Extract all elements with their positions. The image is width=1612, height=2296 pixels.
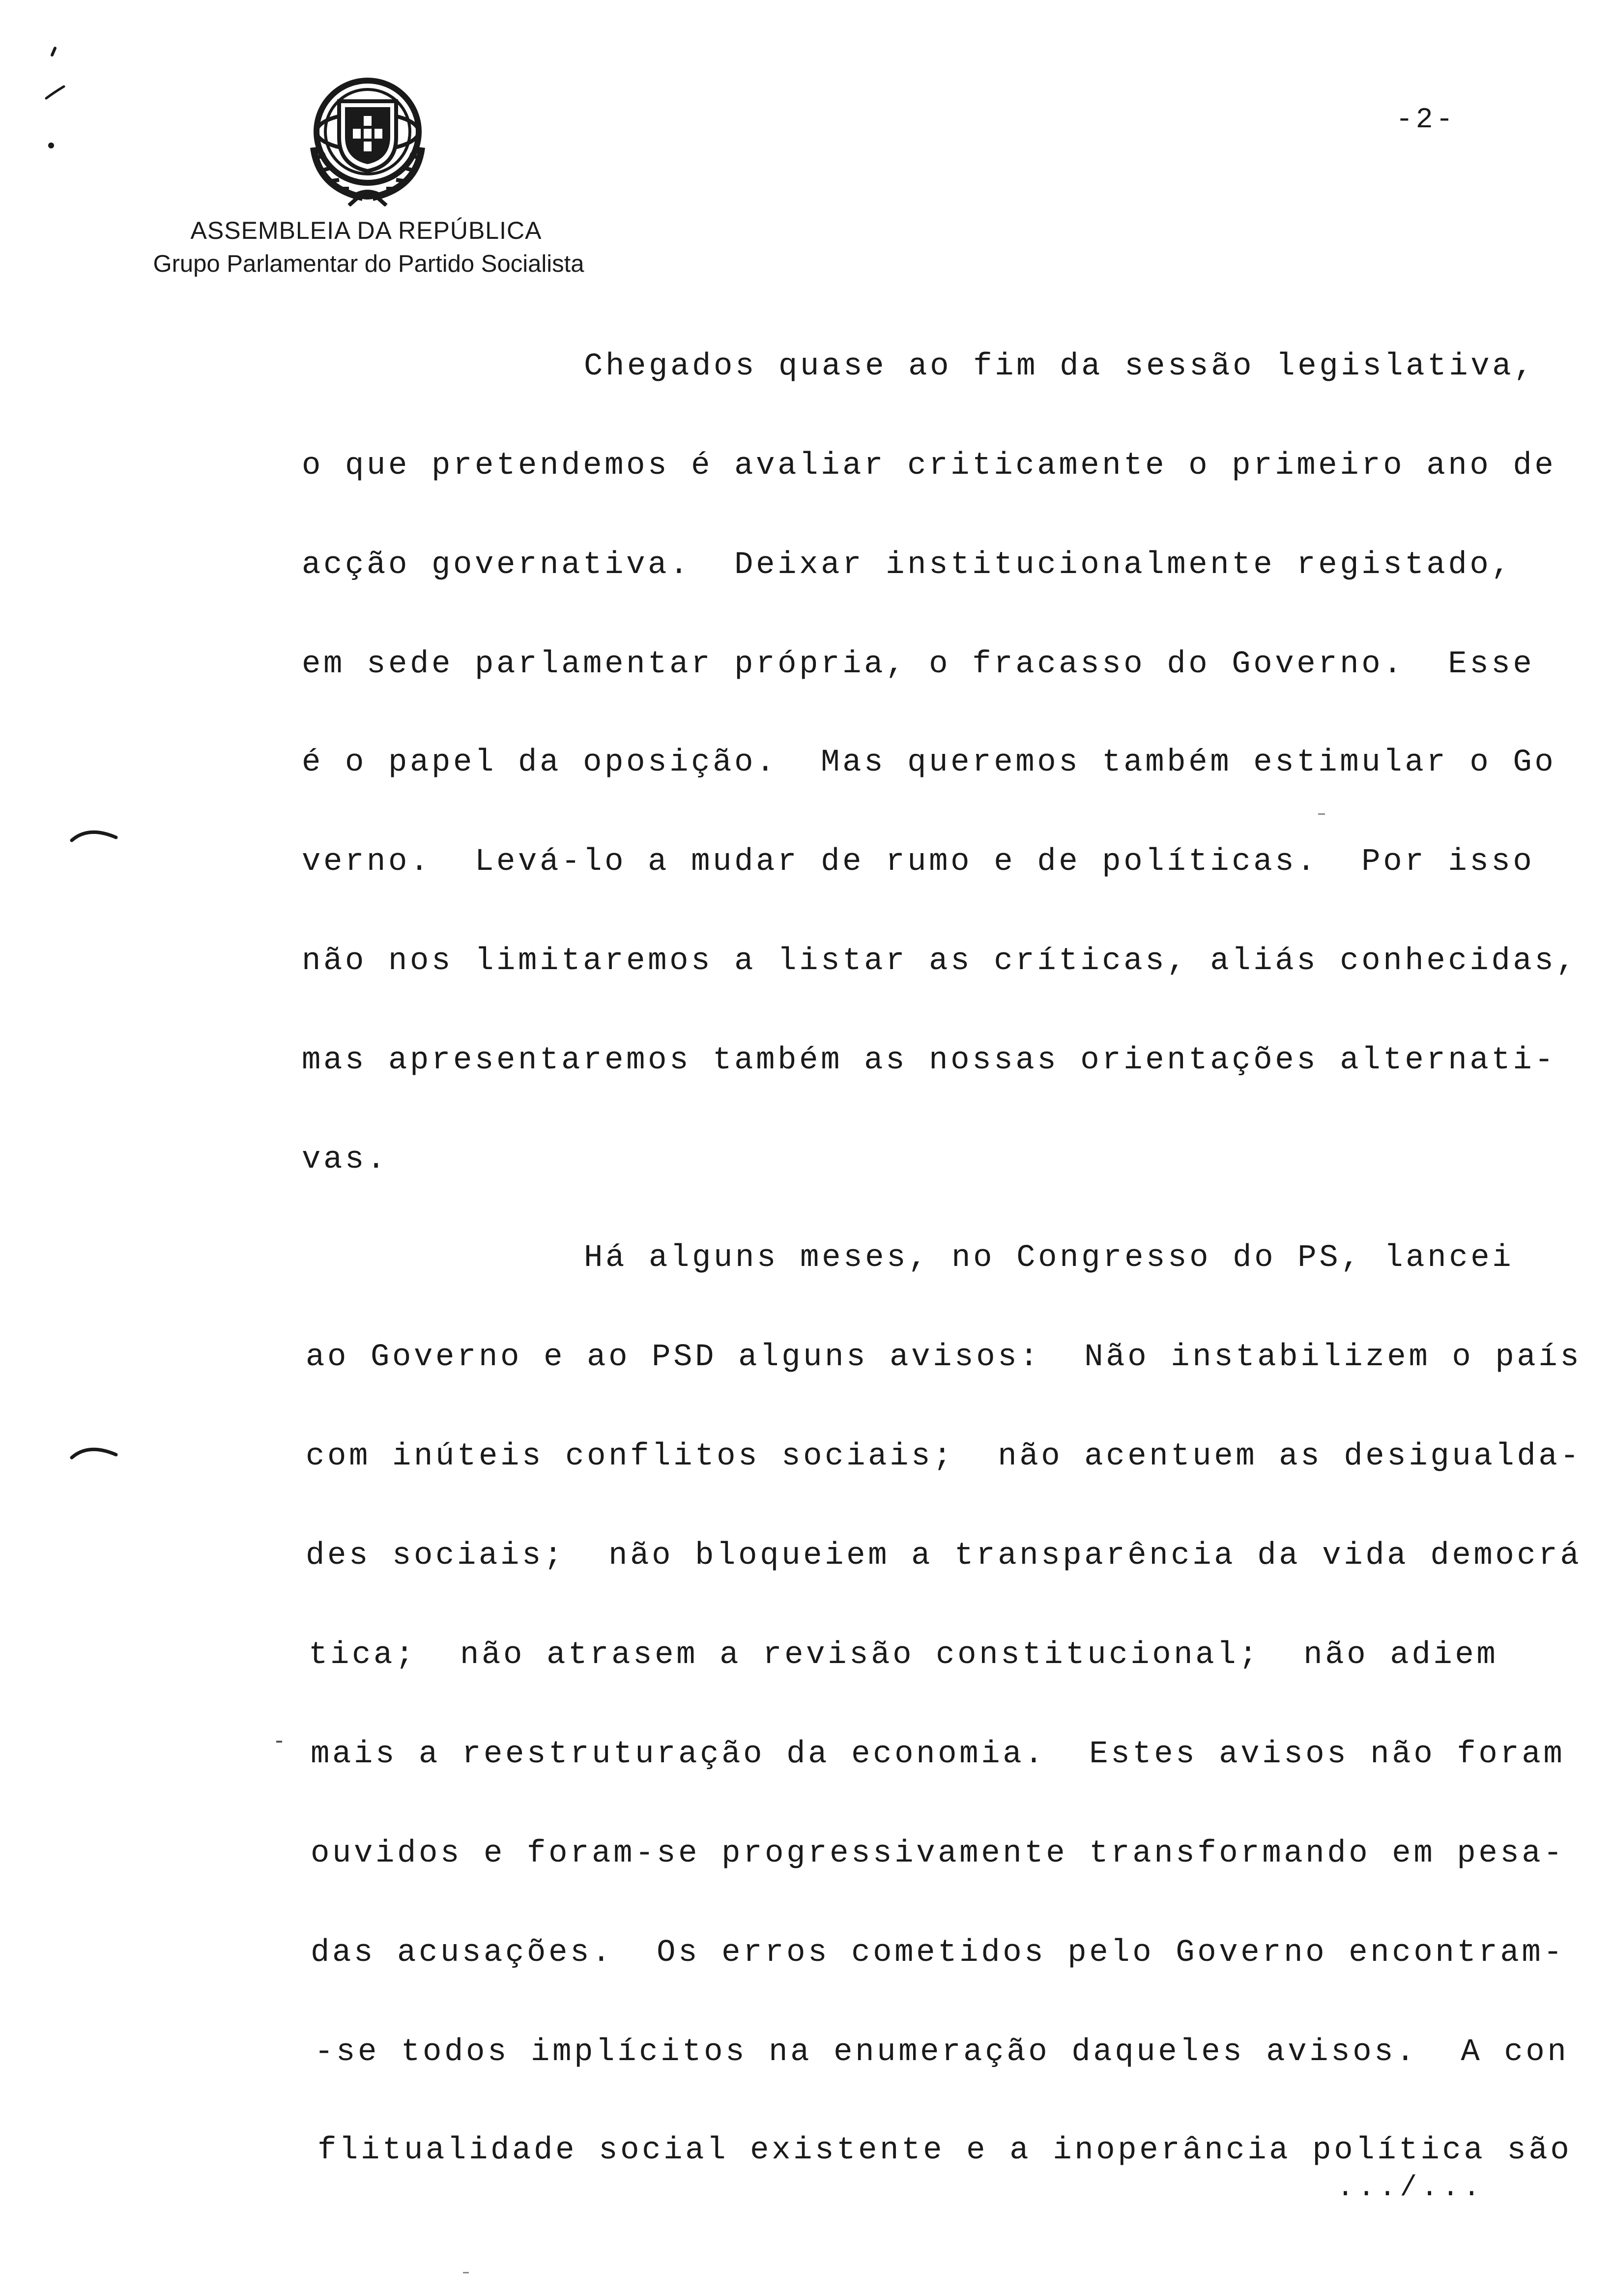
scan-mark bbox=[44, 44, 74, 157]
continuation-marker: .../... bbox=[1337, 2172, 1484, 2204]
body-line: des sociais; não bloqueiem a transparência da vida democrá bbox=[306, 1538, 1582, 1574]
body-line: tica; não atrasem a revisão constitucional; não adiem bbox=[309, 1637, 1498, 1673]
body-line: acção governativa. Deixar institucionalmente registado, bbox=[302, 547, 1513, 583]
body-line: flitualidade social existente e a inoperância política são bbox=[317, 2133, 1572, 2168]
body-line: -se todos implícitos na enumeração daqueles avisos. A con bbox=[315, 2035, 1569, 2070]
parliamentary-group-name: Grupo Parlamentar do Partido Socialista bbox=[153, 251, 584, 277]
body-line: ao Governo e ao PSD alguns avisos: Não instabilizem o país bbox=[306, 1340, 1582, 1375]
scan-mark bbox=[69, 821, 123, 850]
coat-of-arms-icon bbox=[304, 74, 432, 206]
body-line: o que pretendemos é avaliar criticamente o primeiro ano de bbox=[302, 448, 1556, 484]
body-line: Chegados quase ao fim da sessão legislativa, bbox=[584, 349, 1536, 384]
body-line: das acusações. Os erros cometidos pelo Governo encontram- bbox=[311, 1935, 1565, 1971]
body-line: mais a reestruturação da economia. Estes avisos não foram bbox=[311, 1737, 1565, 1772]
body-line: verno. Levá-lo a mudar de rumo e de políticas. Por isso bbox=[302, 844, 1535, 880]
body-line: em sede parlamentar própria, o fracasso do Governo. Esse bbox=[302, 647, 1535, 682]
body-line: ouvidos e foram-se progressivamente transformando em pesa- bbox=[311, 1836, 1565, 1871]
body-line: Há alguns meses, no Congresso do PS, lancei bbox=[584, 1240, 1514, 1276]
scan-mark bbox=[1317, 812, 1327, 817]
body-line: mas apresentaremos também as nossas orientações alternati- bbox=[302, 1043, 1556, 1078]
body-line: não nos limitaremos a listar as críticas, aliás conhecidas, bbox=[302, 944, 1578, 979]
scan-mark bbox=[69, 1438, 123, 1467]
body-line: com inúteis conflitos sociais; não acentuem as desigualda- bbox=[306, 1439, 1582, 1474]
scan-mark bbox=[275, 1739, 285, 1745]
scan-mark bbox=[462, 2270, 472, 2275]
body-line: é o papel da oposição. Mas queremos também estimular o Go bbox=[302, 745, 1556, 780]
body-line: vas. bbox=[302, 1142, 389, 1177]
page-number: -2- bbox=[1396, 104, 1456, 136]
organization-name: ASSEMBLEIA DA REPÚBLICA bbox=[190, 217, 542, 244]
